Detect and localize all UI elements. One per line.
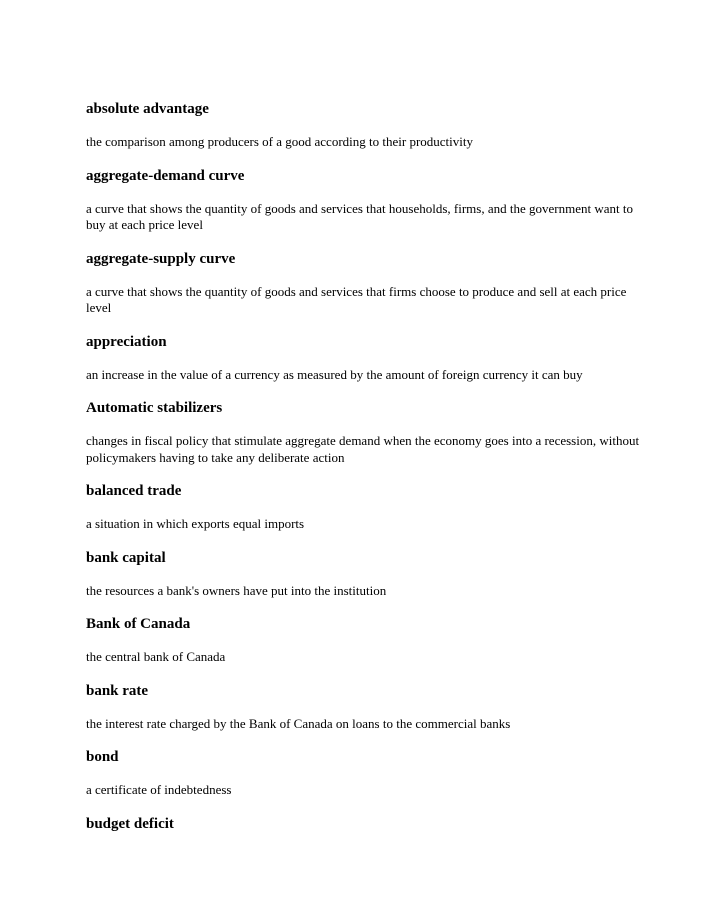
glossary-entry <box>86 682 646 733</box>
glossary-definition: a curve that shows the quantity of goods and services that households, firms, and the government want to buy at each price level <box>86 200 633 232</box>
glossary-term: Automatic stabilizers <box>86 400 223 416</box>
glossary-definition: the comparison among producers of a good according to their productivity <box>86 134 474 149</box>
glossary-term: appreciation <box>86 333 167 350</box>
glossary-definition: the resources a bank's owners have put into the institution <box>86 582 387 598</box>
glossary-entry <box>86 482 646 533</box>
glossary-entry <box>86 549 646 600</box>
glossary-entry <box>86 333 646 384</box>
glossary-term: Bank of Canada <box>86 616 191 632</box>
glossary-term: bank rate <box>86 682 149 699</box>
glossary-term: aggregate-supply curve <box>86 250 236 267</box>
glossary-entry <box>86 250 646 317</box>
glossary-definition: an increase in the value of a currency as measured by the amount of foreign currency it can buy <box>86 366 583 382</box>
glossary-definition: a situation in which exports equal imports <box>86 516 305 531</box>
glossary-entry <box>86 815 646 833</box>
glossary-term: bond <box>86 749 119 765</box>
glossary-term: budget deficit <box>86 815 174 832</box>
glossary-entry <box>86 615 646 666</box>
glossary-definition: the interest rate charged by the Bank of Canada on loans to the commercial banks <box>86 715 511 731</box>
glossary-entry <box>86 399 646 466</box>
glossary-entry <box>86 100 646 151</box>
glossary-term: balanced trade <box>86 483 182 499</box>
glossary-definition: changes in fiscal policy that stimulate aggregate demand when the economy goes into a recession, without policymakers having to take any deliberate action <box>86 433 640 465</box>
glossary-page <box>86 100 646 849</box>
glossary-definition: a certificate of indebtedness <box>86 782 232 797</box>
glossary-term: absolute advantage <box>86 101 209 117</box>
glossary-entry <box>86 167 646 234</box>
glossary-term: bank capital <box>86 549 166 566</box>
glossary-term: aggregate-demand curve <box>86 167 245 184</box>
glossary-definition: the central bank of Canada <box>86 649 226 664</box>
glossary-definition: a curve that shows the quantity of goods and services that firms choose to produce and sell at each price level <box>86 283 627 315</box>
glossary-entry <box>86 748 646 799</box>
